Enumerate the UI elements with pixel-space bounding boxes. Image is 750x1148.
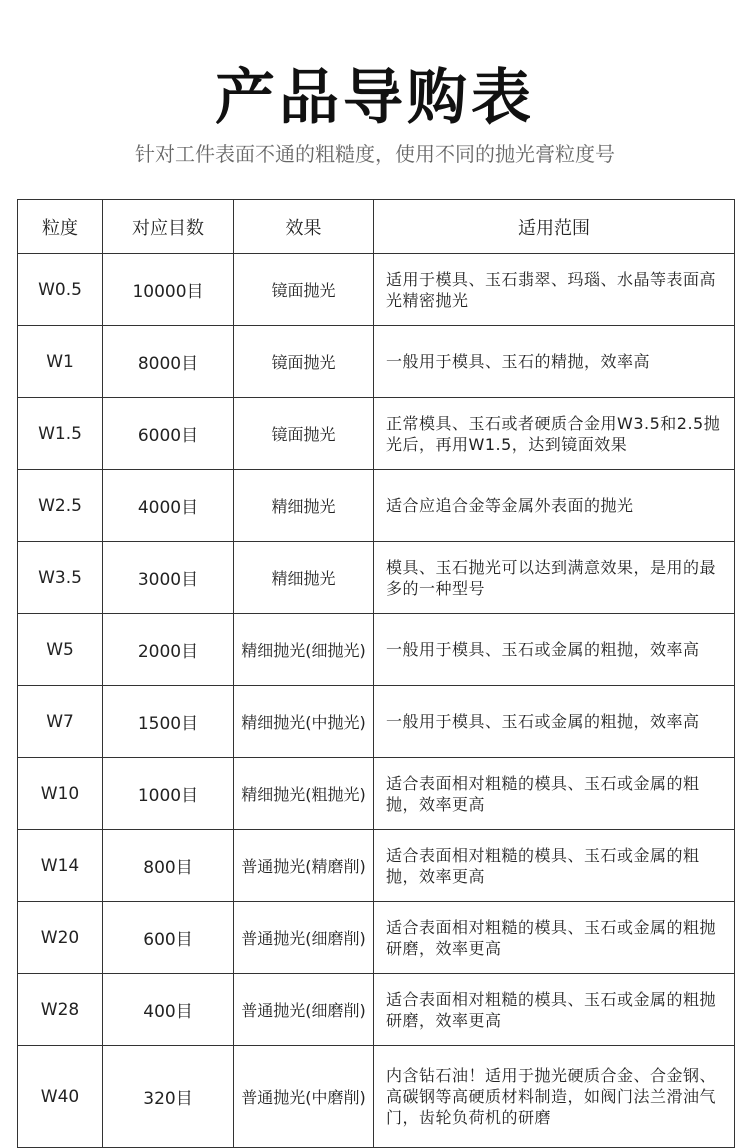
product-guide-table — [17, 199, 735, 1148]
table-row — [18, 830, 735, 902]
cell-effect: 精细抛光 — [234, 542, 374, 614]
cell-mesh: 6000目 — [103, 398, 234, 470]
cell-effect: 普通抛光(细磨削) — [234, 902, 374, 974]
cell-mesh: 800目 — [103, 830, 234, 902]
cell-effect: 普通抛光(中磨削) — [234, 1046, 374, 1148]
table-row — [18, 1046, 735, 1148]
cell-usage: 适合表面相对粗糙的模具、玉石或金属的粗抛研磨，效率更高 — [374, 974, 735, 1046]
header-mesh: 对应目数 — [103, 200, 234, 254]
cell-grade: W1 — [18, 326, 103, 398]
cell-mesh: 8000目 — [103, 326, 234, 398]
table-row — [18, 542, 735, 614]
cell-usage: 适用于模具、玉石翡翠、玛瑙、水晶等表面高光精密抛光 — [374, 254, 735, 326]
table-row — [18, 974, 735, 1046]
cell-effect: 精细抛光(细抛光) — [234, 614, 374, 686]
cell-usage: 一般用于模具、玉石或金属的粗抛，效率高 — [374, 686, 735, 758]
cell-mesh: 2000目 — [103, 614, 234, 686]
cell-effect: 镜面抛光 — [234, 398, 374, 470]
cell-usage: 一般用于模具、玉石的精抛，效率高 — [374, 326, 735, 398]
cell-effect: 普通抛光(精磨削) — [234, 830, 374, 902]
table-row — [18, 398, 735, 470]
header-effect: 效果 — [234, 200, 374, 254]
table-row — [18, 254, 735, 326]
cell-grade: W28 — [18, 974, 103, 1046]
cell-mesh: 600目 — [103, 902, 234, 974]
table-row — [18, 758, 735, 830]
cell-usage: 适合表面相对粗糙的模具、玉石或金属的粗抛，效率更高 — [374, 830, 735, 902]
cell-effect: 精细抛光 — [234, 470, 374, 542]
cell-effect: 镜面抛光 — [234, 326, 374, 398]
cell-effect: 普通抛光(细磨削) — [234, 974, 374, 1046]
cell-usage: 适合表面相对粗糙的模具、玉石或金属的粗抛研磨，效率更高 — [374, 902, 735, 974]
cell-grade: W2.5 — [18, 470, 103, 542]
cell-mesh: 1500目 — [103, 686, 234, 758]
cell-effect: 镜面抛光 — [234, 254, 374, 326]
cell-mesh: 10000目 — [103, 254, 234, 326]
table-row — [18, 470, 735, 542]
cell-grade: W14 — [18, 830, 103, 902]
table-row — [18, 326, 735, 398]
cell-grade: W0.5 — [18, 254, 103, 326]
cell-usage: 模具、玉石抛光可以达到满意效果，是用的最多的一种型号 — [374, 542, 735, 614]
cell-grade: W5 — [18, 614, 103, 686]
cell-mesh: 4000目 — [103, 470, 234, 542]
table-row — [18, 614, 735, 686]
table-row — [18, 902, 735, 974]
table-row — [18, 686, 735, 758]
page-subtitle: 针对工件表面不通的粗糙度，使用不同的抛光膏粒度号 — [135, 142, 615, 166]
cell-usage: 适合表面相对粗糙的模具、玉石或金属的粗抛，效率更高 — [374, 758, 735, 830]
cell-grade: W20 — [18, 902, 103, 974]
cell-usage: 内含钻石油！适用于抛光硬质合金、合金钢、高碳钢等高硬质材料制造，如阀门法兰滑油气门，齿轮负荷机的研磨 — [374, 1046, 735, 1148]
cell-grade: W40 — [18, 1046, 103, 1148]
cell-grade: W10 — [18, 758, 103, 830]
cell-usage: 一般用于模具、玉石或金属的粗抛，效率高 — [374, 614, 735, 686]
cell-usage: 适合应追合金等金属外表面的抛光 — [374, 470, 735, 542]
cell-grade: W1.5 — [18, 398, 103, 470]
cell-usage: 正常模具、玉石或者硬质合金用W3.5和2.5抛光后，再用W1.5，达到镜面效果 — [374, 398, 735, 470]
header-usage: 适用范围 — [374, 200, 735, 254]
cell-grade: W7 — [18, 686, 103, 758]
cell-grade: W3.5 — [18, 542, 103, 614]
cell-mesh: 320目 — [103, 1046, 234, 1148]
page-title: 产品导购表 — [215, 63, 535, 133]
table-header-row — [18, 200, 735, 254]
header-grade: 粒度 — [18, 200, 103, 254]
cell-mesh: 400目 — [103, 974, 234, 1046]
cell-effect: 精细抛光(中抛光) — [234, 686, 374, 758]
cell-mesh: 3000目 — [103, 542, 234, 614]
cell-effect: 精细抛光(粗抛光) — [234, 758, 374, 830]
cell-mesh: 1000目 — [103, 758, 234, 830]
